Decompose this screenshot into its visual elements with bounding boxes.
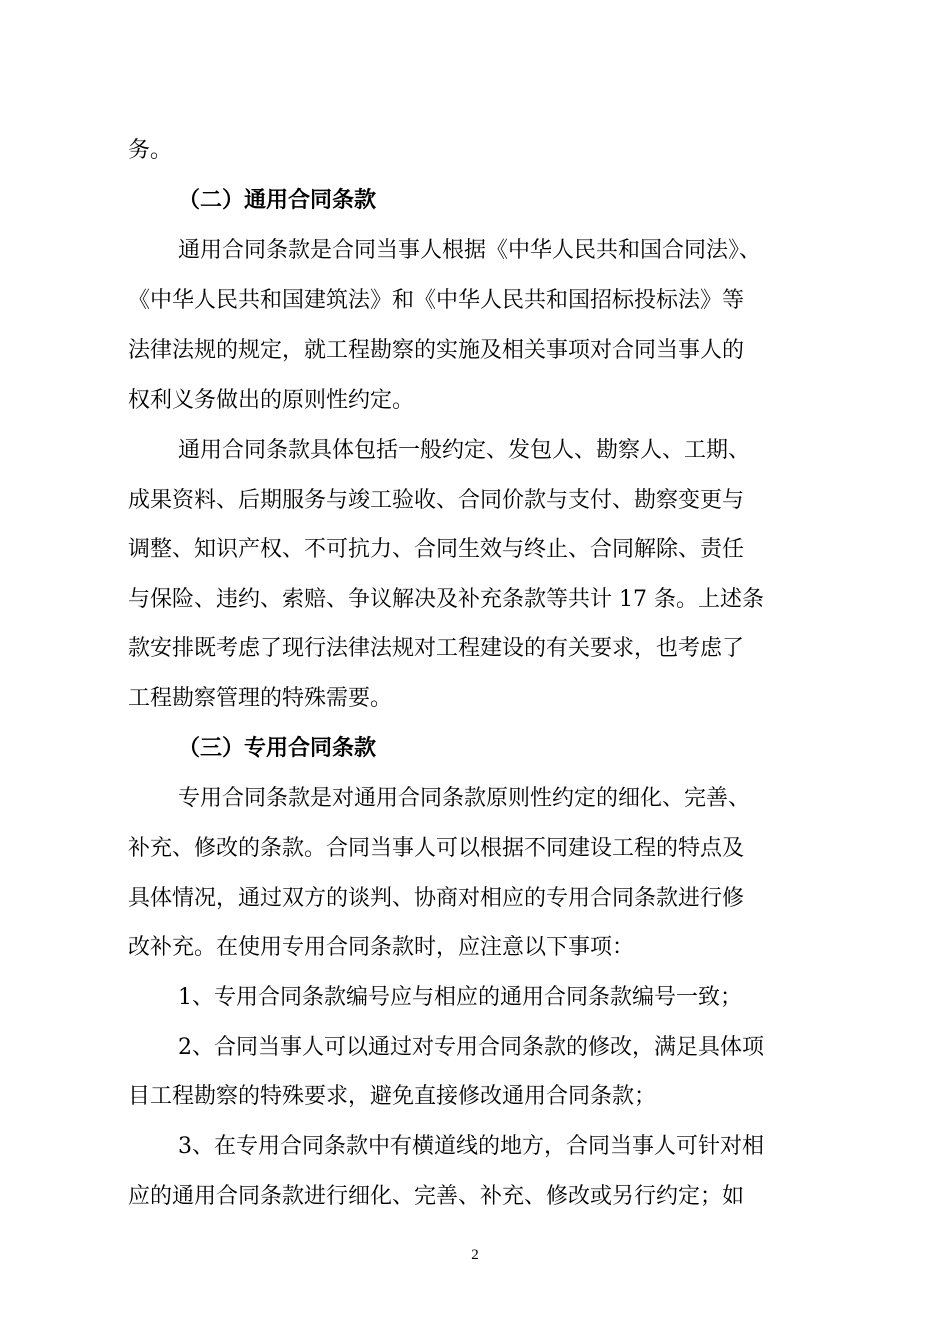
text-line: 改补充。在使用专用合同条款时，应注意以下事项： [128, 935, 635, 960]
section-heading: （三）专用合同条款 [178, 736, 377, 761]
text-line: 专用合同条款是对通用合同条款原则性约定的细化、完善、 [178, 786, 751, 811]
list-item: 1、专用合同条款编号应与相应的通用合同条款编号一致； [178, 985, 742, 1010]
section-heading: （二）通用合同条款 [178, 188, 377, 213]
text-line: 补充、修改的条款。合同当事人可以根据不同建设工程的特点及 [128, 836, 745, 861]
list-item: 3、在专用合同条款中有横道线的地方，合同当事人可针对相 [178, 1134, 764, 1159]
list-item: 2、合同当事人可以通过对专用合同条款的修改，满足具体项 [178, 1035, 764, 1060]
page-number: 2 [471, 1247, 479, 1263]
text-line: 通用合同条款具体包括一般约定、发包人、勘察人、工期、 [178, 438, 751, 463]
text-line: 目工程勘察的特殊要求，避免直接修改通用合同条款； [128, 1084, 657, 1109]
text-line: 调整、知识产权、不可抗力、合同生效与终止、合同解除、责任 [128, 537, 745, 562]
text-line: 务。 [128, 138, 173, 163]
text-line: 通用合同条款是合同当事人根据《中华人民共和国合同法》、 [178, 238, 762, 263]
text-line: 款安排既考虑了现行法律法规对工程建设的有关要求，也考虑了 [128, 636, 745, 661]
text-line: 工程勘察管理的特殊需要。 [128, 686, 393, 711]
text-line: 法律法规的规定，就工程勘察的实施及相关事项对合同当事人的 [128, 338, 745, 363]
text-line: 《中华人民共和国建筑法》和《中华人民共和国招标投标法》等 [128, 288, 745, 313]
text-line: 权利义务做出的原则性约定。 [128, 388, 415, 413]
text-line: 应的通用合同条款进行细化、完善、补充、修改或另行约定；如 [128, 1184, 745, 1209]
text-line: 与保险、违约、索赔、争议解决及补充条款等共计 17 条。上述条 [128, 587, 764, 612]
text-line: 成果资料、后期服务与竣工验收、合同价款与支付、勘察变更与 [128, 488, 745, 513]
text-line: 具体情况，通过双方的谈判、协商对相应的专用合同条款进行修 [128, 886, 745, 911]
